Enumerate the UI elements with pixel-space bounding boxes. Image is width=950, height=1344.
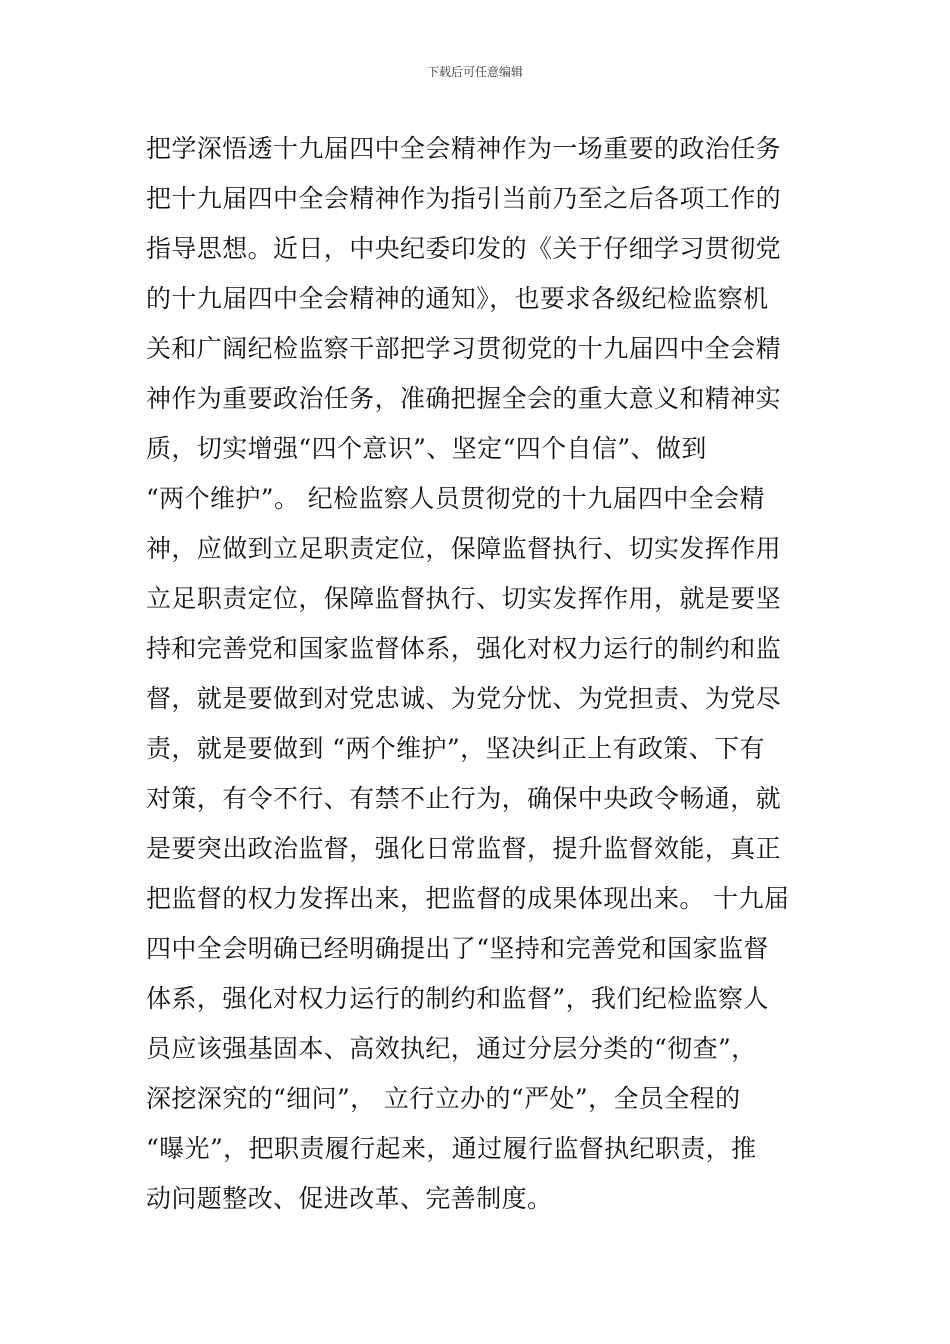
- document-body: [146, 124, 806, 1224]
- body-line-8: “两个维护”。 纪检监察人员贯彻党的十九届四中全会精: [146, 484, 765, 513]
- body-line-11: 持和完善党和国家监督体系，强化对权力运行的制约和监: [146, 634, 782, 663]
- body-line-22: 动问题整改、促进改革、完善制度。: [146, 1184, 553, 1213]
- body-line-16: 把监督的权力发挥出来，把监督的成果体现出来。 十九届: [146, 884, 790, 913]
- body-line-2: 把十九届四中全会精神作为指引当前乃至之后各项工作的: [146, 184, 782, 213]
- body-line-6: 神作为重要政治任务，准确把握全会的重大意义和精神实: [146, 384, 782, 413]
- body-line-20: 深挖深究的“细问”， 立行立办的“严处”，全员全程的: [146, 1084, 741, 1113]
- body-line-12: 督，就是要做到对党忠诚、为党分忧、为党担责、为党尽: [146, 684, 782, 713]
- body-line-19: 员应该强基固本、高效执纪，通过分层分类的“彻查”，: [146, 1034, 757, 1063]
- body-line-3: 指导思想。近日，中央纪委印发的《关于仔细学习贯彻党: [146, 234, 782, 263]
- body-line-21: “曝光”，把职责履行起来，通过履行监督执纪职责，推: [146, 1134, 757, 1163]
- body-line-1: 把学深悟透十九届四中全会精神作为一场重要的政治任务: [146, 134, 782, 163]
- body-line-10: 立足职责定位，保障监督执行、切实发挥作用，就是要坚: [146, 584, 782, 613]
- body-line-7: 质，切实增强“四个意识”、坚定“四个自信”、做到: [146, 434, 707, 463]
- body-line-9: 神，应做到立足职责定位，保障监督执行、切实发挥作用: [146, 534, 782, 563]
- body-line-14: 对策，有令不行、有禁不止行为，确保中央政令畅通，就: [146, 784, 782, 813]
- body-line-13: 责，就是要做到 “两个维护”，坚决纠正上有政策、下有: [146, 734, 765, 763]
- body-line-4: 的十九届四中全会精神的通知》，也要求各级纪检监察机: [146, 284, 769, 313]
- body-line-18: 体系，强化对权力运行的制约和监督”，我们纪检监察人: [146, 984, 769, 1013]
- body-line-17: 四中全会明确已经明确提出了“坚持和完善党和国家监督: [146, 934, 769, 963]
- body-line-5: 关和广阔纪检监察干部把学习贯彻党的十九届四中全会精: [146, 334, 782, 363]
- page-header-note: 下载后可任意编辑: [426, 65, 523, 79]
- body-line-15: 是要突出政治监督，强化日常监督，提升监督效能，真正: [146, 834, 782, 863]
